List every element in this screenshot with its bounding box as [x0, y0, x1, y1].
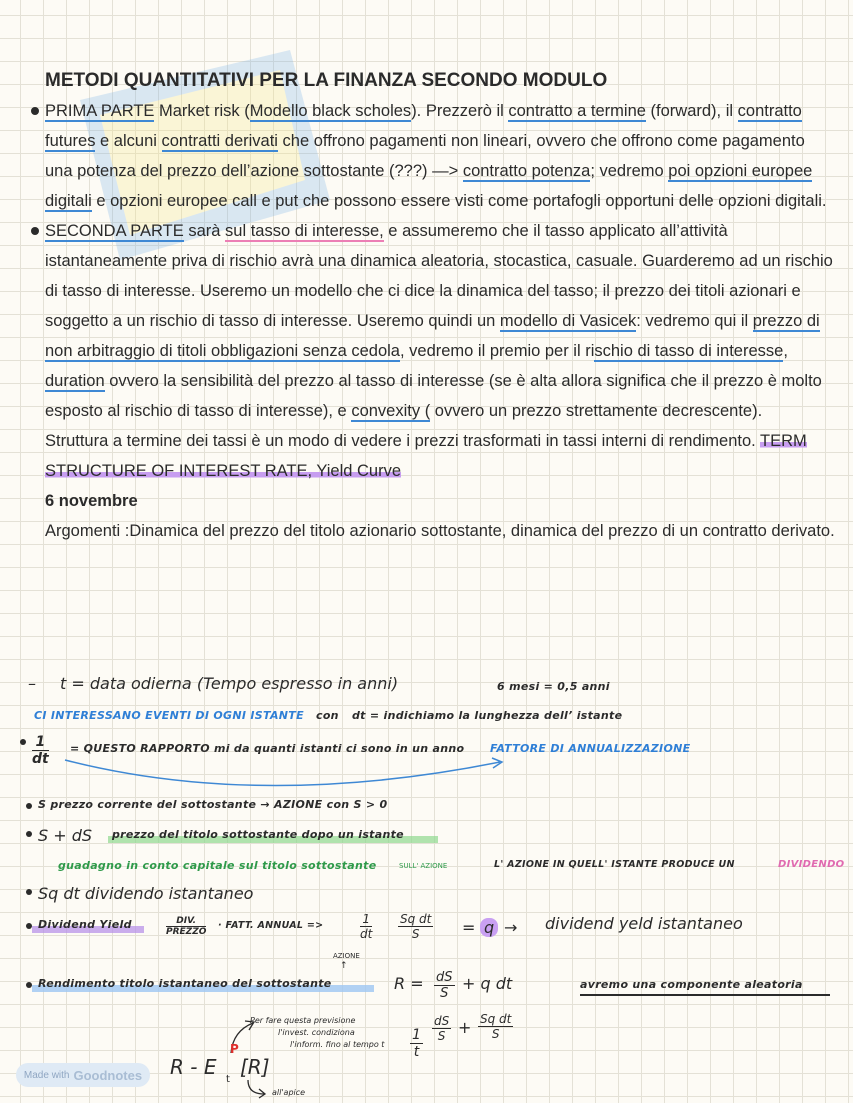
hw-fraction-sq-dt: $\frac{\text{Sq dt}}{S}$: [480, 1012, 512, 1041]
hw-arrow: →: [504, 918, 518, 937]
hw-per-fare-3: l'inform. fino al tempo t: [290, 1040, 385, 1049]
hw-fraction-1-t: $\frac{1}{t}$: [412, 1027, 421, 1060]
typed-notes: [45, 68, 835, 546]
up-arrow-icon: ↑: [340, 961, 348, 971]
hw-dividend-yeld: dividend yeld istantaneo: [545, 914, 743, 933]
underline: [580, 994, 830, 996]
hw-azione-label: AZIONE: [333, 952, 360, 960]
hw-sqdt-dividendo: Sq dt dividendo istantaneo: [38, 884, 254, 903]
hw-dt-definition: dt = indichiamo la lunghezza dell’ istante: [352, 709, 623, 722]
hw-all-apice: all'apice: [272, 1088, 306, 1097]
hw-azione-produce: L' AZIONE IN QUELL' ISTANTE PRODUCE UN: [494, 859, 735, 870]
hw-r-equals: R =: [394, 974, 424, 993]
hw-per-fare-2: l'invest. condiziona: [278, 1028, 355, 1037]
hw-dividend-yield: Dividend Yield: [38, 918, 132, 931]
hw-subscript-t: t: [226, 1074, 230, 1085]
hw-fraction-sqdt-s: $\frac{\text{Sq dt}}{S}$: [400, 912, 432, 941]
paragraph-prima-parte: PRIMA PARTE Market risk (Modello black scholes). Prezzerò il contratto a termine (forward), il contratto futures e alcuni contratti derivati che offrono pagamenti non lineari, ovvero che offrono come pagamento una potenza del prezzo dell’azione sottostante (???) —> contratto potenza; vedremo poi opzioni europee digitali e opzioni europee call e put che possono essere visti come portafogli opportuni delle opzioni digitali.: [45, 96, 835, 216]
hw-dividendo: DIVIDENDO: [778, 859, 845, 870]
date-heading: 6 novembre: [45, 492, 138, 510]
hw-fraction-div-prezzo: DIV. PREZZO: [166, 916, 207, 937]
hw-fraction-1-dt-2: $\frac{1}{dt}$: [360, 912, 373, 941]
hw-per-fare-1: Per fare questa previsione: [250, 1016, 356, 1025]
hw-fraction-ds-s-2: $\frac{dS}{S}$: [434, 1014, 450, 1043]
hw-avremo: avremo una componente aleatoria: [580, 978, 803, 991]
hw-r-minus-e: R - E: [170, 1055, 217, 1079]
hw-guadagno: guadagno in conto capitale sul titolo sottostante: [58, 859, 377, 872]
hw-fattore: FATTORE DI ANNUALIZZAZIONE: [490, 742, 691, 755]
hw-s-prezzo: S prezzo corrente del sottostante → AZIONE con S > 0: [38, 798, 388, 811]
hw-sull-azione: SULL' AZIONE: [399, 862, 448, 870]
hw-bracket-r: [R]: [240, 1055, 270, 1079]
hw-s-plus-ds: S + dS: [38, 826, 93, 845]
hw-fatt-annual: · FATT. ANNUAL =>: [218, 920, 324, 931]
hw-con: con: [316, 709, 339, 722]
hw-fraction-1-dt: $\frac{1}{dt}$: [32, 734, 49, 767]
hw-rendimento: Rendimento titolo istantaneo del sottostante: [38, 977, 332, 990]
hw-rapporto: = QUESTO RAPPORTO mi da quanti istanti ci sono in un anno: [70, 742, 465, 755]
hw-six-months: 6 mesi = 0,5 anni: [497, 680, 610, 693]
paragraph-struttura: Struttura a termine dei tassi è un modo di vedere i prezzi trasformati in tassi interni di rendimento. TERM STRUCTURE OF INTEREST RATE, Yield Curve: [45, 432, 807, 480]
curved-arrow-icon: [60, 750, 510, 790]
hw-prezzo-dopo: prezzo del titolo sottostante dopo un istante: [112, 828, 404, 841]
hw-equals: =: [462, 918, 476, 937]
page-title: METODI QUANTITATIVI PER LA FINANZA SECONDO MODULO: [45, 70, 608, 91]
paragraph-seconda-parte: SECONDA PARTE sarà sul tasso di interesse, e assumeremo che il tasso applicato all’attività istantaneamente priva di rischio avrà una dinamica aleatoria, stocastica, casuale. Guarderemo ad un rischio di tasso di interesse. Useremo un modello che ci dice la dinamica del tasso; il prezzo dei titoli azionari e soggetto a un rischio di tasso di interesse. Useremo quindi un modello di Vasicek: vedremo qui il prezzo di non arbitraggio di titoli obbligazioni senza cedola, vedremo il premio per il rischio di tasso di interesse, duration ovvero la sensibilità del prezzo al tasso di interesse (se è alta allora significa che il prezzo è molto esposto al rischio di tasso di interesse), e convexity ( ovvero un prezzo strettamente decrescente).: [45, 216, 835, 426]
hw-q-highlight: q: [480, 918, 498, 937]
hook-arrow-icon: [244, 1078, 274, 1100]
hw-fraction-ds-s: $\frac{dS}{S}$: [436, 970, 453, 1001]
hw-blue-line: CI INTERESSANO EVENTI DI OGNI ISTANTE: [34, 709, 304, 722]
hw-superscript-p: P: [230, 1042, 239, 1056]
hw-plus: +: [458, 1018, 472, 1037]
goodnotes-badge: Made with Goodnotes: [16, 1063, 150, 1087]
hw-t-definition: t = data odierna (Tempo espresso in anni): [60, 674, 399, 693]
argomenti-text: Argomenti :Dinamica del prezzo del titolo azionario sottostante, dinamica del prezzo di un contratto derivato.: [45, 522, 835, 540]
hw-dash: –: [28, 674, 36, 693]
hw-plus-qdt: + q dt: [462, 974, 513, 993]
